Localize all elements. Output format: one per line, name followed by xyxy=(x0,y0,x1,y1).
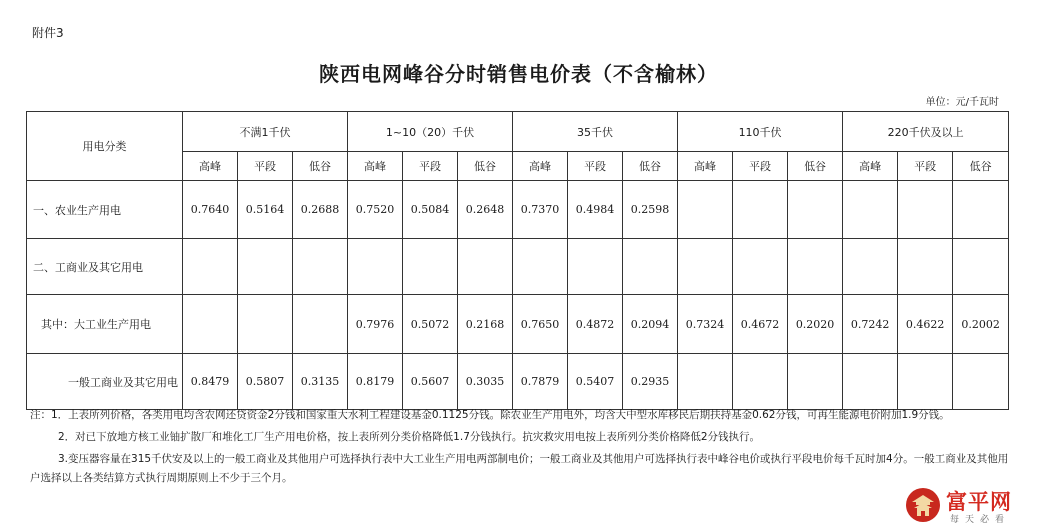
period-header: 高峰 xyxy=(678,152,733,181)
price-cell xyxy=(238,295,293,354)
price-cell xyxy=(623,239,678,295)
price-cell xyxy=(898,181,953,239)
price-cell: 0.8479 xyxy=(183,354,238,410)
price-cell: 0.5084 xyxy=(403,181,458,239)
price-cell xyxy=(678,354,733,410)
page-title: 陕西电网峰谷分时销售电价表（不含榆林） xyxy=(319,62,718,86)
note-1: 注：1．上表所列价格，各类用电均含农网还贷资金2分钱和国家重大水利工程建设基金0.1125分钱。除农业生产用电外，均含大中型水库移民后期扶持基金0.62分钱，可再生能源电价附加1.9分钱。 xyxy=(30,409,950,421)
table-row xyxy=(27,295,1009,354)
period-header: 高峰 xyxy=(183,152,238,181)
price-cell xyxy=(293,295,348,354)
price-cell xyxy=(513,239,568,295)
price-cell xyxy=(788,354,843,410)
price-cell: 0.4672 xyxy=(733,295,788,354)
period-header: 平段 xyxy=(403,152,458,181)
price-cell xyxy=(458,239,513,295)
row-label: 一、农业生产用电 xyxy=(27,181,183,239)
watermark-slogan: 每天必看 xyxy=(950,515,1011,525)
price-cell xyxy=(348,239,403,295)
price-cell: 0.7242 xyxy=(843,295,898,354)
price-cell: 0.3135 xyxy=(293,354,348,410)
price-cell: 0.2002 xyxy=(953,295,1009,354)
period-header: 高峰 xyxy=(843,152,898,181)
price-cell: 0.2935 xyxy=(623,354,678,410)
price-cell xyxy=(733,239,788,295)
table-row xyxy=(27,354,1009,410)
price-cell: 0.5407 xyxy=(568,354,623,410)
price-cell xyxy=(678,239,733,295)
price-cell xyxy=(953,181,1009,239)
voltage-level-header: 220千伏及以上 xyxy=(843,112,1009,152)
period-header: 平段 xyxy=(733,152,788,181)
price-cell: 0.2598 xyxy=(623,181,678,239)
price-cell: 0.7976 xyxy=(348,295,403,354)
price-cell: 0.7879 xyxy=(513,354,568,410)
attachment-label: 附件3 xyxy=(32,26,64,40)
price-cell: 0.8179 xyxy=(348,354,403,410)
notes-section xyxy=(30,406,1012,488)
row-label: 一般工商业及其它用电 xyxy=(27,354,183,410)
price-cell: 0.2020 xyxy=(788,295,843,354)
period-header: 平段 xyxy=(568,152,623,181)
price-cell xyxy=(733,354,788,410)
voltage-level-header: 不满1千伏 xyxy=(183,112,348,152)
price-cell: 0.5807 xyxy=(238,354,293,410)
price-cell xyxy=(843,239,898,295)
price-cell xyxy=(183,295,238,354)
period-header: 低谷 xyxy=(788,152,843,181)
period-header: 平段 xyxy=(238,152,293,181)
pavilion-icon xyxy=(906,488,940,522)
price-cell xyxy=(733,181,788,239)
price-cell: 0.2688 xyxy=(293,181,348,239)
note-3: 3.变压器容量在315千伏安及以上的一般工商业及其他用户可选择执行表中大工业生产用电两部制电价；一般工商业及其他用户可选择执行表中峰谷电价或执行平段电价每千瓦时加4分。一般工商业及其他用户选择以上各类结算方式执行周期原则上不少于三个月。 xyxy=(30,453,1009,484)
price-cell xyxy=(788,181,843,239)
period-header: 低谷 xyxy=(293,152,348,181)
note-2: 2．对已下放地方核工业铀扩散厂和堆化工厂生产用电价格，按上表所列分类价格降低1.7分钱执行。抗灾救灾用电按上表所列分类价格降低2分钱执行。 xyxy=(58,431,761,443)
price-table xyxy=(26,111,1009,410)
price-cell xyxy=(293,239,348,295)
price-cell: 0.7324 xyxy=(678,295,733,354)
voltage-level-header: 35千伏 xyxy=(513,112,678,152)
price-cell xyxy=(898,239,953,295)
price-cell xyxy=(788,239,843,295)
price-cell xyxy=(238,239,293,295)
period-header: 高峰 xyxy=(348,152,403,181)
voltage-level-header: 110千伏 xyxy=(678,112,843,152)
row-label: 其中：大工业生产用电 xyxy=(27,295,183,354)
price-cell: 0.5164 xyxy=(238,181,293,239)
price-cell: 0.5607 xyxy=(403,354,458,410)
watermark-name: 富平网 xyxy=(946,490,1012,514)
period-header: 低谷 xyxy=(623,152,678,181)
table-row xyxy=(27,239,1009,295)
price-cell xyxy=(898,354,953,410)
unit-label: 单位：元/千瓦时 xyxy=(925,97,999,108)
period-header: 高峰 xyxy=(513,152,568,181)
category-header: 用电分类 xyxy=(27,112,183,181)
price-cell xyxy=(953,354,1009,410)
price-cell xyxy=(183,239,238,295)
price-cell: 0.2168 xyxy=(458,295,513,354)
price-cell xyxy=(678,181,733,239)
price-cell: 0.7640 xyxy=(183,181,238,239)
price-cell: 0.7520 xyxy=(348,181,403,239)
table-row xyxy=(27,181,1009,239)
price-cell xyxy=(843,181,898,239)
price-cell xyxy=(953,239,1009,295)
voltage-level-header: 1~10（20）千伏 xyxy=(348,112,513,152)
price-cell: 0.4622 xyxy=(898,295,953,354)
price-cell xyxy=(568,239,623,295)
price-cell: 0.7370 xyxy=(513,181,568,239)
price-cell: 0.5072 xyxy=(403,295,458,354)
price-cell: 0.2648 xyxy=(458,181,513,239)
period-header: 平段 xyxy=(898,152,953,181)
price-cell xyxy=(843,354,898,410)
period-header: 低谷 xyxy=(458,152,513,181)
price-cell: 0.4984 xyxy=(568,181,623,239)
price-cell: 0.3035 xyxy=(458,354,513,410)
price-cell: 0.4872 xyxy=(568,295,623,354)
price-cell: 0.7650 xyxy=(513,295,568,354)
period-header: 低谷 xyxy=(953,152,1009,181)
price-cell xyxy=(403,239,458,295)
watermark-logo xyxy=(906,486,1036,526)
row-label: 二、工商业及其它用电 xyxy=(27,239,183,295)
price-cell: 0.2094 xyxy=(623,295,678,354)
